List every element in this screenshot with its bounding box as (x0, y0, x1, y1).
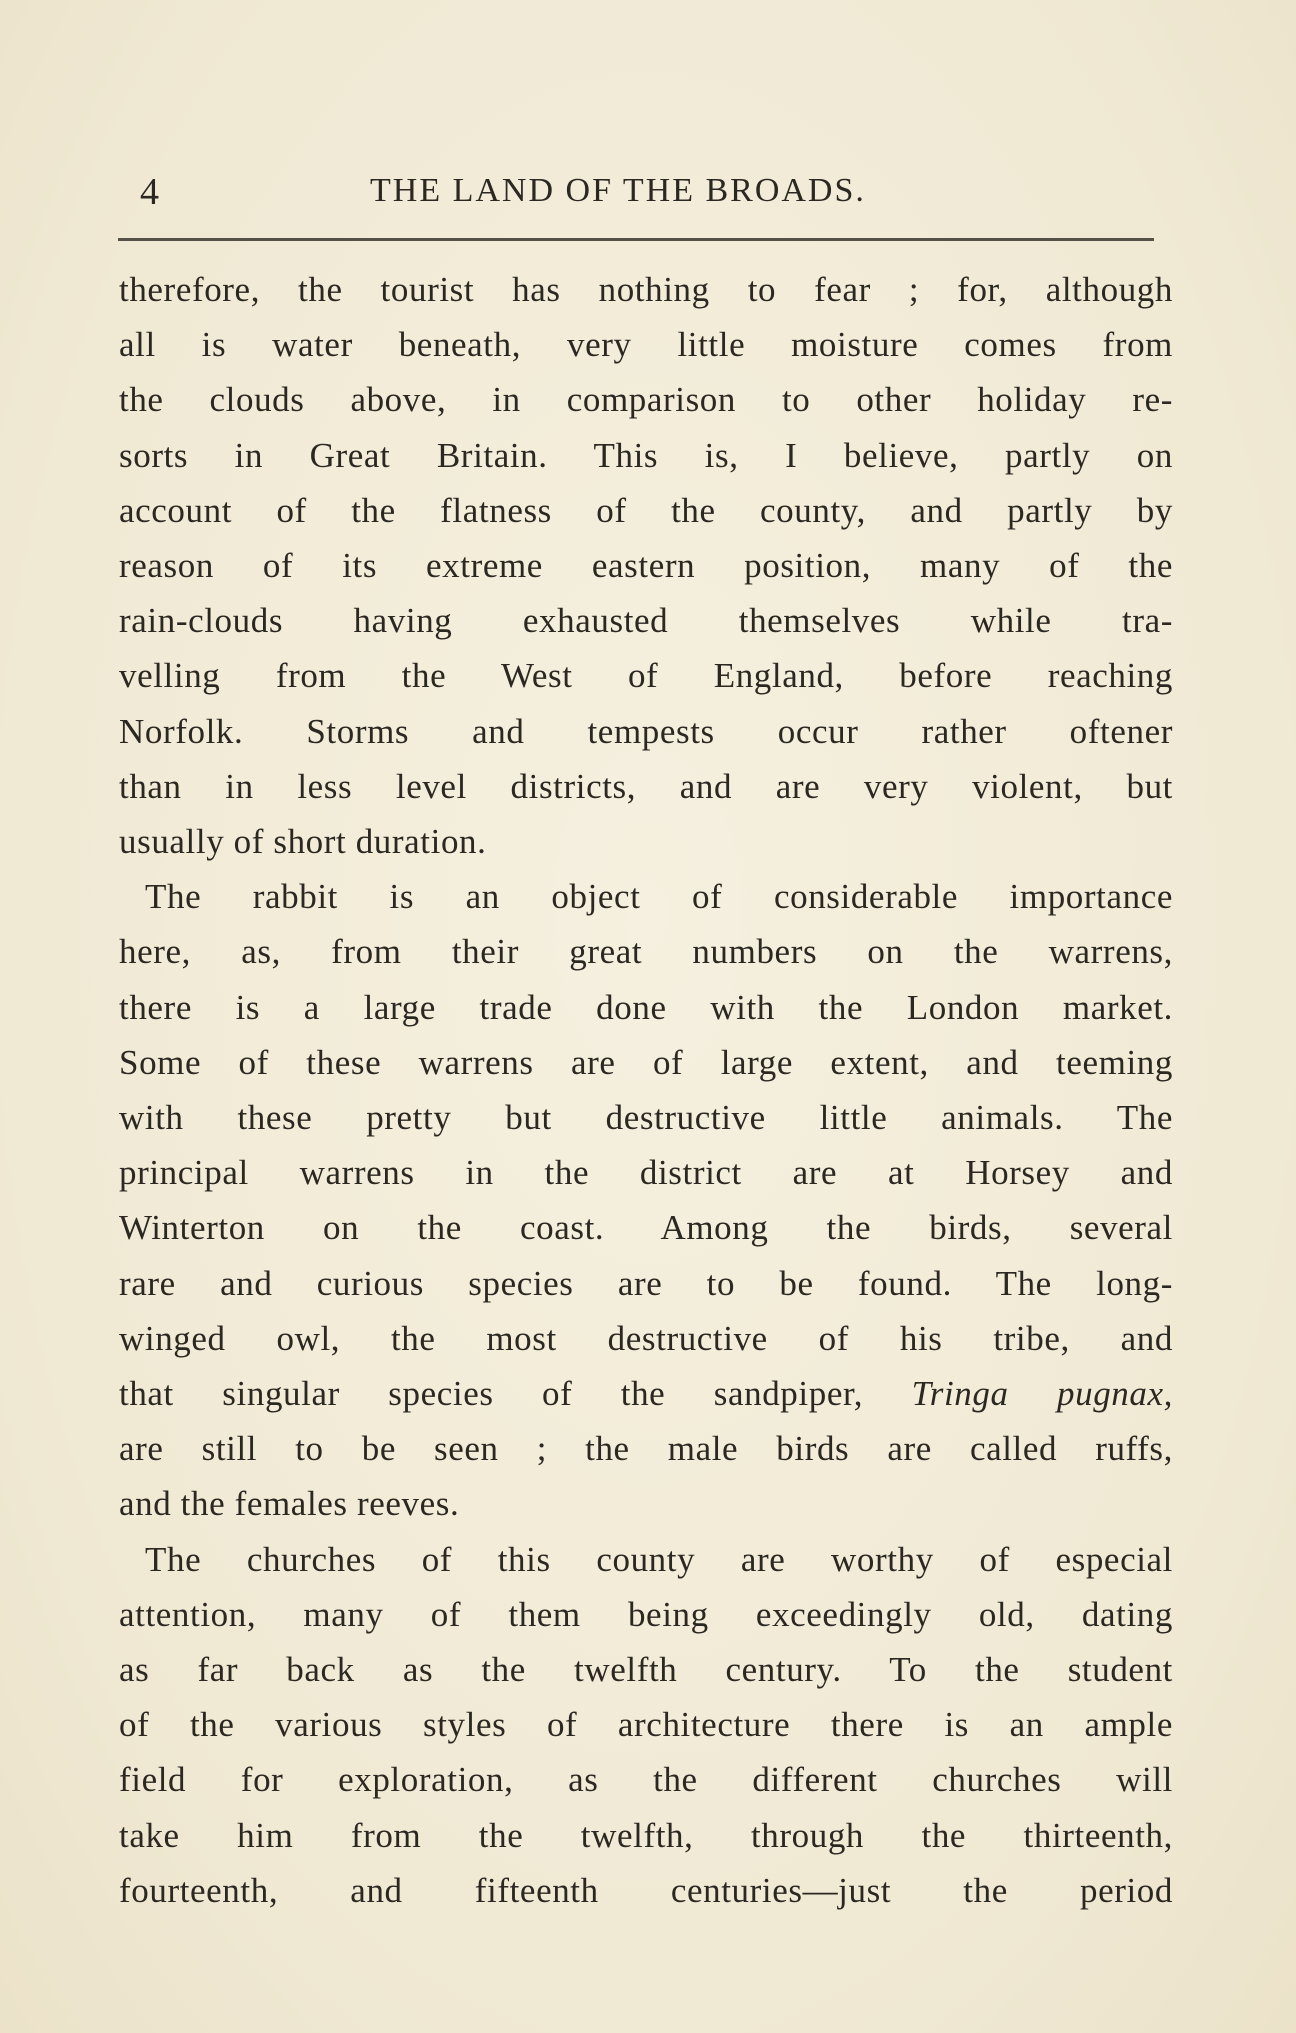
text-line: account of the flatness of the county, and partly by (119, 490, 1173, 530)
text-line: fourteenth, and fifteenth centuries—just the period (119, 1870, 1173, 1910)
text-line: all is water beneath, very little moisture comes from (119, 325, 1173, 365)
text-line: the clouds above, in comparison to other holiday re- (119, 380, 1173, 420)
text-line: rare and curious species are to be found. The long- (119, 1263, 1173, 1303)
text-line: that singular species of the sandpiper, Tringa pugnax, (119, 1374, 1173, 1414)
text-line: as far back as the twelfth century. To the student (119, 1650, 1173, 1690)
italic-species-name: Tringa pugnax, (911, 1374, 1173, 1414)
text-line: The rabbit is an object of considerable importance (145, 877, 1173, 917)
body-text (119, 262, 1173, 1918)
text-line: reason of its extreme eastern position, many of the (119, 546, 1173, 586)
text-line: of the various styles of architecture there is an ample (119, 1705, 1173, 1745)
text-line: Some of these warrens are of large extent, and teeming (119, 1042, 1173, 1082)
text-line: rain-clouds having exhausted themselves while tra- (119, 601, 1173, 641)
text-line: therefore, the tourist has nothing to fear ; for, although (119, 270, 1173, 309)
text-line: field for exploration, as the different churches will (119, 1760, 1173, 1800)
text-line: there is a large trade done with the London market. (119, 987, 1173, 1027)
text-line: here, as, from their great numbers on the warrens, (119, 932, 1173, 972)
text-line: and the females reeves. (119, 1484, 460, 1524)
text-line: Winterton on the coast. Among the birds, several (119, 1208, 1173, 1248)
text-line: are still to be seen ; the male birds are called ruffs, (119, 1429, 1173, 1469)
text-line: attention, many of them being exceedingly old, dating (119, 1594, 1173, 1634)
text-line: take him from the twelfth, through the thirteenth, (119, 1815, 1173, 1855)
text-line: sorts in Great Britain. This is, I believe, partly on (119, 435, 1173, 475)
page-number: 4 (140, 171, 159, 213)
text-line: than in less level districts, and are very violent, but (119, 766, 1173, 806)
text-line: with these pretty but destructive little animals. The (119, 1098, 1173, 1138)
text-line: principal warrens in the district are at Horsey and (119, 1153, 1173, 1193)
running-title: THE LAND OF THE BROADS. (370, 172, 866, 209)
text-line: The churches of this county are worthy of especial (145, 1539, 1173, 1579)
text-line: Norfolk. Storms and tempests occur rather oftener (119, 711, 1173, 751)
text-line: winged owl, the most destructive of his tribe, and (119, 1318, 1173, 1358)
text-line: usually of short duration. (119, 822, 487, 862)
text-line: velling from the West of England, before reaching (119, 656, 1173, 696)
header-rule (118, 238, 1154, 241)
